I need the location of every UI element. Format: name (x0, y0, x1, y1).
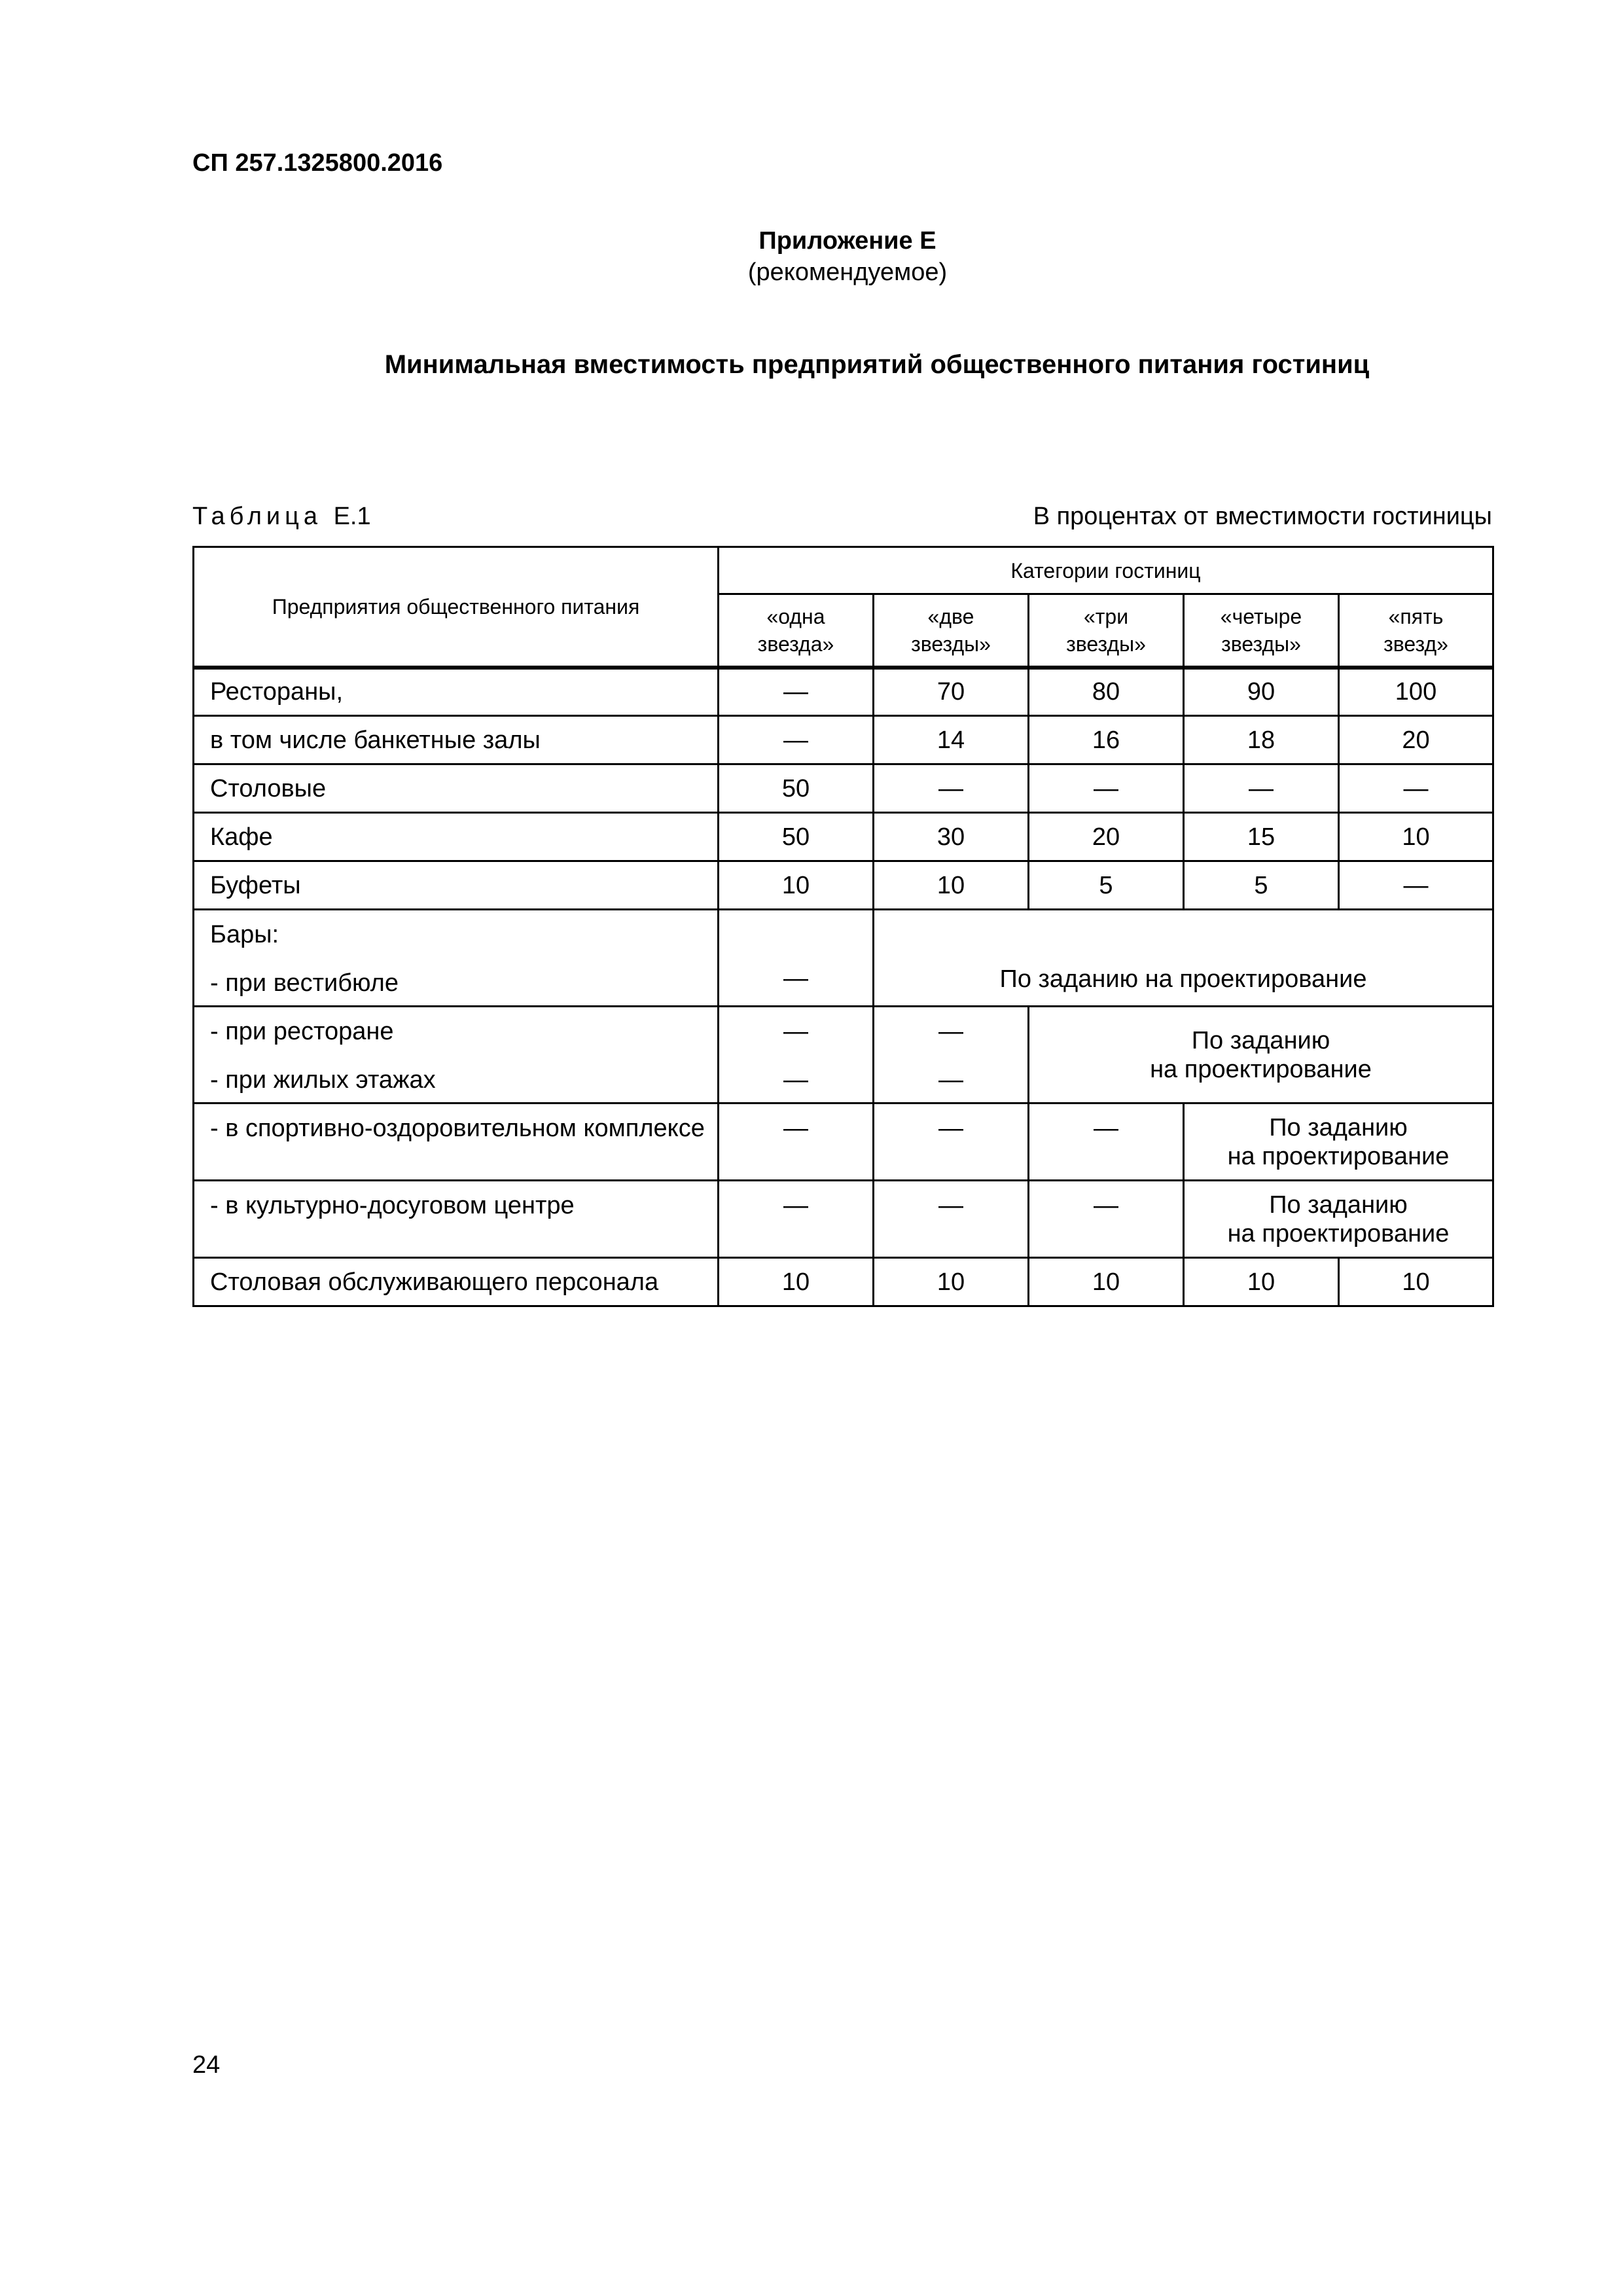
appendix-heading (0, 225, 1623, 288)
cell: 10 (1339, 813, 1493, 861)
bars-lobby-note: По заданию на проектирование (874, 910, 1493, 1007)
table-row (194, 1007, 1493, 1103)
cell: — (719, 910, 874, 1007)
cell: 10 (874, 861, 1029, 910)
header-category-2: «две звезды» (874, 594, 1029, 668)
cell: — (1029, 764, 1184, 813)
bars-restaurant-note: По заданию на проектирование (1029, 1007, 1493, 1103)
appendix-status: (рекомендуемое) (747, 259, 948, 286)
cell: — (1339, 764, 1493, 813)
row-name-restaurants: Рестораны, (194, 668, 719, 716)
document-code: СП 257.1325800.2016 (192, 149, 443, 177)
table-caption (192, 503, 371, 531)
header-category-1: «одна звезда» (719, 594, 874, 668)
cell: — (1029, 1103, 1184, 1181)
header-category-3: «три звезды» (1029, 594, 1184, 668)
cell: 10 (1184, 1258, 1339, 1306)
row-name-bars-restaurant (194, 1007, 719, 1103)
table-row (194, 813, 1493, 861)
table-row (194, 716, 1493, 764)
cell: 50 (719, 764, 874, 813)
row-name-cafe: Кафе (194, 813, 719, 861)
cell: 30 (874, 813, 1029, 861)
cell: 10 (874, 1258, 1029, 1306)
appendix-title: Приложение Е (758, 227, 936, 255)
cell: 10 (1339, 1258, 1493, 1306)
header-category-5: «пять звезд» (1339, 594, 1493, 668)
bars-title: Бары: (210, 921, 279, 948)
cell: 90 (1184, 668, 1339, 716)
table-row (194, 910, 1493, 1007)
cell: — (719, 1181, 874, 1258)
cell: 14 (874, 716, 1029, 764)
table-units: В процентах от вместимости гостиницы (1033, 503, 1492, 530)
table-caption-number: Е.1 (333, 503, 371, 530)
cell: 16 (1029, 716, 1184, 764)
cell: — (719, 1103, 874, 1181)
capacity-table (192, 546, 1494, 1307)
table-row (194, 764, 1493, 813)
table-caption-label: Таблица (192, 503, 322, 530)
cell: 10 (719, 1258, 874, 1306)
header-enterprises: Предприятия общественного питания (194, 547, 719, 668)
bars-culture-note: По заданию на проектирование (1184, 1181, 1493, 1258)
header-category-4: «четыре звезды» (1184, 594, 1339, 668)
row-name-bars (194, 910, 719, 1007)
cell: 70 (874, 668, 1029, 716)
bars-sports-note: По заданию на проектирование (1184, 1103, 1493, 1181)
cell: — (719, 716, 874, 764)
row-name-banquet: в том числе банкетные залы (194, 716, 719, 764)
bars-lobby-name: - при вестибюле (210, 969, 399, 997)
row-name-staff: Столовая обслуживающего персонала (194, 1258, 719, 1306)
cell: — — (874, 1007, 1029, 1103)
table-row (194, 1258, 1493, 1306)
row-name-bars-sports: - в спортивно-оздоровительном комплексе (194, 1103, 719, 1181)
cell: 5 (1184, 861, 1339, 910)
table-row (194, 861, 1493, 910)
cell: — (1184, 764, 1339, 813)
cell: — (1029, 1181, 1184, 1258)
table-header-row (194, 547, 1493, 594)
cell: 80 (1029, 668, 1184, 716)
row-name-canteens: Столовые (194, 764, 719, 813)
table-row (194, 1181, 1493, 1258)
row-name-bars-culture: - в культурно-досуговом центре (194, 1181, 719, 1258)
header-categories: Категории гостиниц (719, 547, 1493, 594)
cell: 5 (1029, 861, 1184, 910)
cell: — — (719, 1007, 874, 1103)
cell: — (719, 668, 874, 716)
cell: 20 (1029, 813, 1184, 861)
page-number: 24 (192, 2051, 221, 2079)
cell: 15 (1184, 813, 1339, 861)
cell: — (874, 1103, 1029, 1181)
row-name-buffets: Буфеты (194, 861, 719, 910)
cell: — (1339, 861, 1493, 910)
table-row (194, 668, 1493, 716)
cell: — (874, 764, 1029, 813)
table-row (194, 1103, 1493, 1181)
page-title: Минимальная вместимость предприятий общественного питания гостиниц (384, 350, 1370, 379)
cell: 10 (1029, 1258, 1184, 1306)
cell: 20 (1339, 716, 1493, 764)
bars-residential-name: - при жилых этажах (210, 1066, 436, 1094)
cell: 10 (719, 861, 874, 910)
cell: 50 (719, 813, 874, 861)
bars-restaurant-name: - при ресторане (210, 1018, 394, 1045)
cell: — (874, 1181, 1029, 1258)
cell: 100 (1339, 668, 1493, 716)
cell: 18 (1184, 716, 1339, 764)
